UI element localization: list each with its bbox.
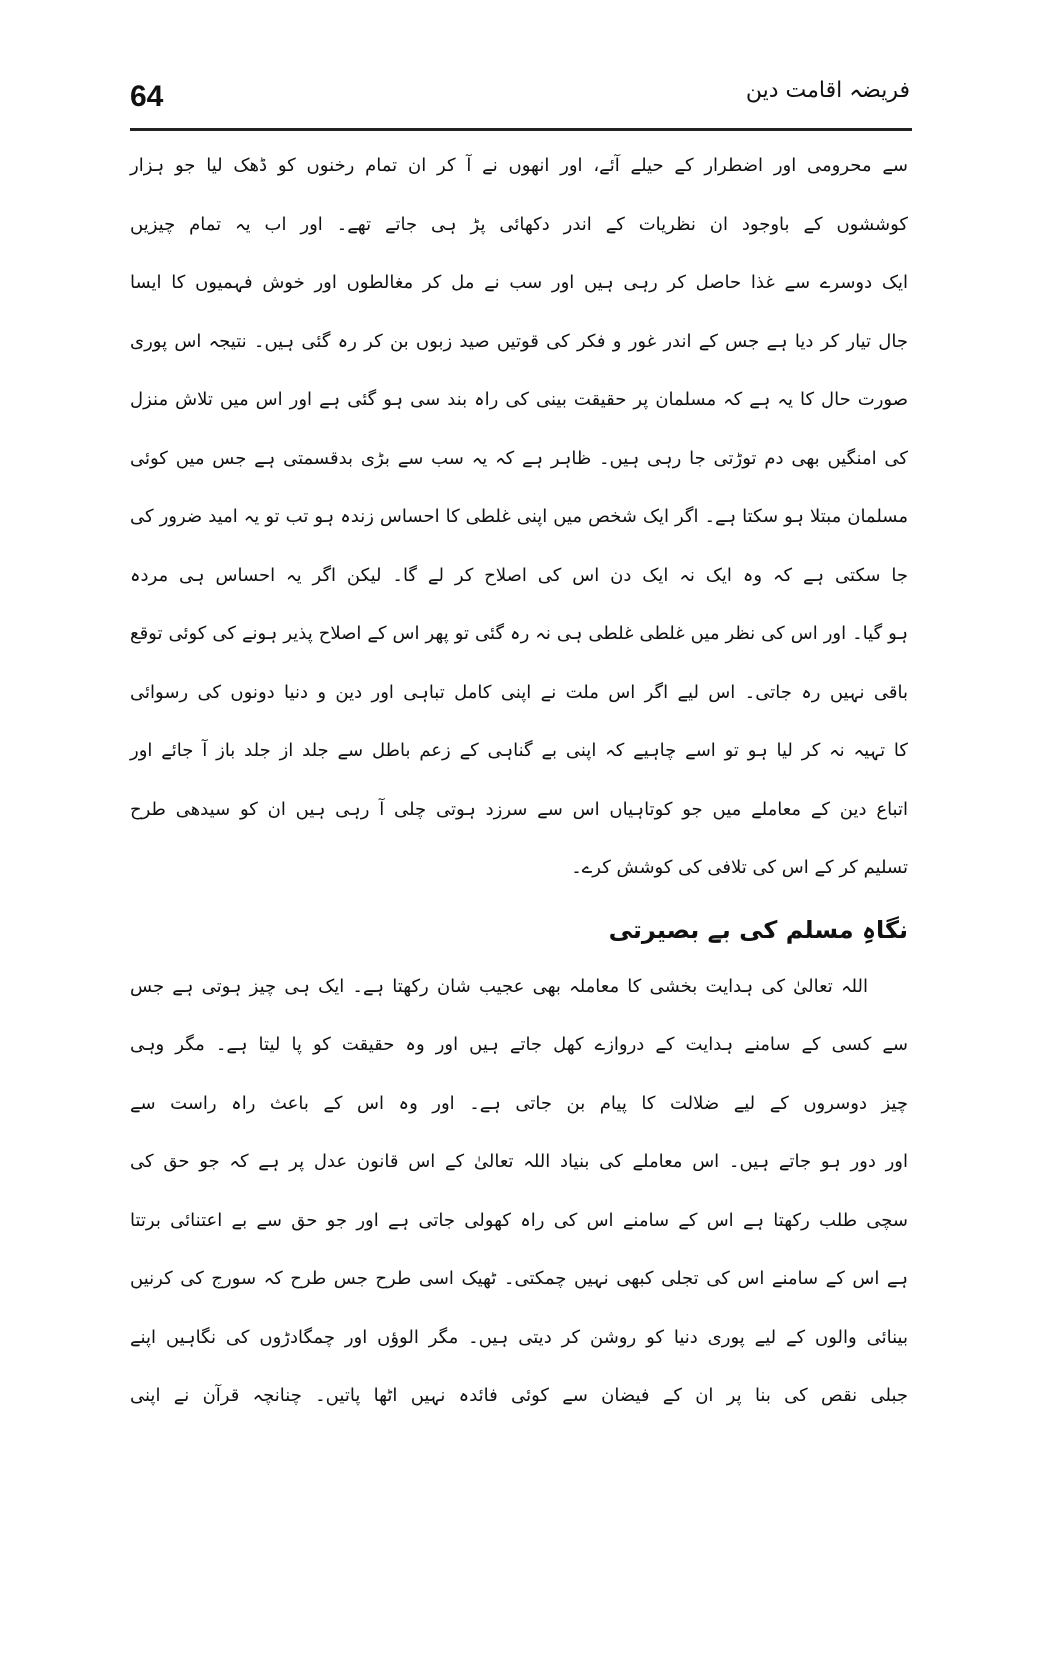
page-header [130,78,910,128]
text-line: اتباع دین کے معاملے میں جو کوتاہیاں اس سے سرزد ہوتی چلی آ رہی ہیں ان کو سیدھی طرح [130,798,908,820]
running-title: فریضہ اقامت دین [745,78,910,103]
text-line: جا سکتی ہے کہ وہ ایک نہ ایک دن اس کی اصلاح کر لے گا۔ لیکن اگر یہ احساس ہی مردہ [130,564,908,586]
text-line: ہے اس کے سامنے اس کی تجلی کبھی نہیں چمکتی۔ ٹھیک اسی طرح جس طرح کہ سورج کی کرنیں [130,1268,908,1289]
section-heading: نگاہِ مسلم کی بے بصیرتی [608,915,908,944]
paragraph-1 [130,144,908,905]
text-line: جال تیار کر دیا ہے جس کے اندر غور و فکر کی قوتیں صید زبوں بن کر رہ گئی ہیں۔ نتیجہ اس پوری [130,330,908,352]
text-line: اور دور ہو جاتے ہیں۔ اس معاملے کی بنیاد اللہ تعالیٰ کے اس قانون عدل پر ہے کہ جو حق کی [130,1151,908,1172]
text-line: ہو گیا۔ اور اس کی نظر میں غلطی غلطی ہی نہ رہ گئی تو پھر اس کے اصلاح پذیر ہونے کی کوئی توقع [130,623,908,644]
text-line: تسلیم کر کے اس کی تلافی کی کوشش کرے۔ [571,857,908,878]
text-line: مسلمان مبتلا ہو سکتا ہے۔ اگر ایک شخص میں اپنی غلطی کا احساس زندہ ہو تب تو یہ امید ضرور کی [130,506,908,527]
text-line: چیز دوسروں کے لیے ضلالت کا پیام بن جاتی ہے۔ اور وہ اس کے باعث راہ راست سے [130,1092,908,1114]
page-body [130,144,908,1433]
text-line: سے محرومی اور اضطرار کے حیلے آئے، اور انھوں نے آ کر ان تمام رخنوں کو ڈھک لیا جو ہزار [130,155,908,176]
text-line: سچی طلب رکھتا ہے اس کے سامنے اس کی راہ کھولی جاتی ہے اور جو حق سے بے اعتنائی برتتا [130,1209,908,1231]
text-line: باقی نہیں رہ جاتی۔ اس لیے اگر اس ملت نے اپنی کامل تباہی اور دین و دنیا دونوں کی رسوائی [130,681,908,703]
paragraph-2 [130,965,908,1433]
header-rule [130,128,912,131]
page-number: 64 [130,80,164,113]
text-line: سے کسی کے سامنے ہدایت کے دروازے کھل جاتے ہیں اور وہ حقیقت کو پا لیتا ہے۔ مگر وہی [130,1034,908,1055]
text-line: اللہ تعالیٰ کی ہدایت بخشی کا معاملہ بھی عجیب شان رکھتا ہے۔ ایک ہی چیز ہوتی ہے جس [130,975,868,997]
text-line: جبلی نقص کی بنا پر ان کے فیضان سے کوئی فائدہ نہیں اٹھا پاتیں۔ چنانچہ قرآن نے اپنی [130,1385,908,1406]
text-line: کوششوں کے باوجود ان نظریات کے اندر دکھائی پڑ ہی جاتے تھے۔ اور اب یہ تمام چیزیں [130,213,908,235]
text-line: بینائی والوں کے لیے پوری دنیا کو روشن کر دیتی ہیں۔ مگر الوؤں اور چمگادڑوں کی نگاہیں اپنے [130,1326,908,1348]
text-line: ایک دوسرے سے غذا حاصل کر رہی ہیں اور سب نے مل کر مغالطوں اور خوش فہمیوں کا ایسا [130,272,908,293]
text-line: کا تہیہ نہ کر لیا ہو تو اسے چاہیے کہ اپنی بے گناہی کے زعم باطل سے جلد از جلد باز آ جائے اور [130,740,908,761]
text-line: صورت حال کا یہ ہے کہ مسلمان پر حقیقت بینی کی راہ بند سی ہو گئی ہے اور اس میں تلاش منزل [130,389,908,410]
text-line: کی امنگیں بھی دم توڑتی جا رہی ہیں۔ ظاہر ہے کہ یہ سب سے بڑی بدقسمتی ہے جس میں کوئی [130,447,908,469]
